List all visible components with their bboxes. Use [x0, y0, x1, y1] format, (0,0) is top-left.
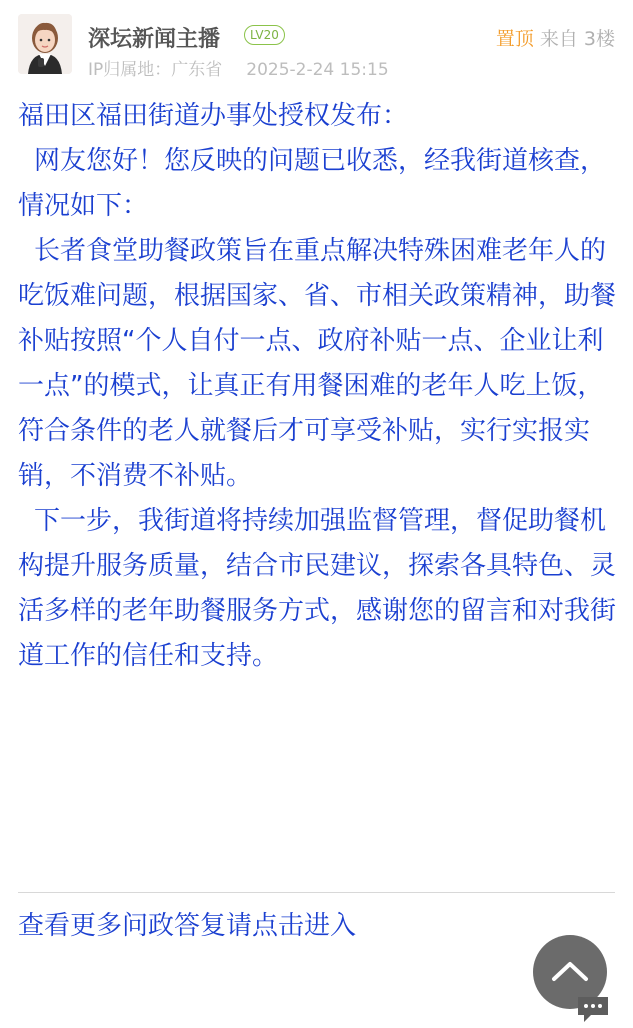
source-floor: 来自 3楼 — [539, 28, 615, 50]
avatar[interactable] — [18, 14, 72, 74]
username[interactable]: 深坛新闻主播 — [88, 27, 221, 52]
chevron-up-icon — [550, 957, 590, 985]
post-meta — [88, 55, 389, 80]
level-badge: LV20 — [244, 25, 285, 45]
content-paragraph: 福田区福田街道办事处授权发布： — [18, 101, 409, 131]
post-content — [18, 94, 618, 679]
avatar-icon — [18, 14, 72, 74]
content-paragraph: 网友您好！您反映的问题已收悉，经我街道核查，情况如下： — [18, 146, 607, 221]
content-paragraph: 长者食堂助餐政策旨在重点解决特殊困难老年人的吃饭难问题，根据国家、省、市相关政策精神，助餐补贴按照“个人自付一点、政府补贴一点、企业让利一点”的模式，让真正有用餐困难的老年人吃上饭，符合条件的老人就餐后才可享受补贴，实行实报实销，不消费不补贴。 — [18, 236, 617, 491]
post-floor-info — [496, 24, 615, 51]
pinned-badge: 置顶 — [495, 28, 534, 50]
ip-location: IP归属地：广东省 — [88, 60, 223, 80]
comment-button[interactable] — [575, 994, 611, 1024]
comment-bubble-icon — [575, 994, 611, 1024]
content-paragraph: 下一步，我街道将持续加强监督管理，督促助餐机构提升服务质量，结合市民建议，探索各具特色、灵活多样的老年助餐服务方式，感谢您的留言和对我街道工作的信任和支持。 — [18, 506, 617, 671]
divider — [18, 892, 615, 893]
post-header — [0, 0, 633, 84]
post-timestamp: 2025-2-24 15:15 — [246, 60, 389, 80]
more-replies-link[interactable]: 查看更多问政答复请点击进入 — [18, 911, 357, 941]
